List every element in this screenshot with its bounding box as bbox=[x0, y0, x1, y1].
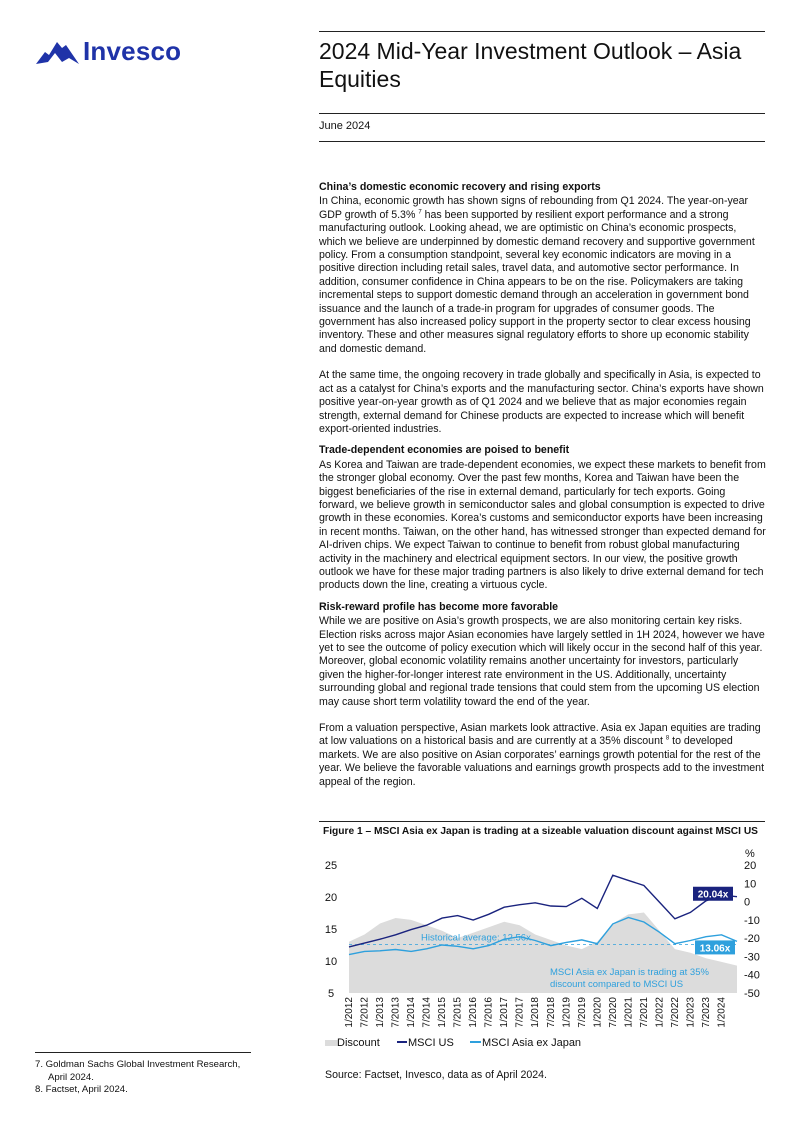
x-axis-tick-label: 7/2020 bbox=[607, 997, 619, 1028]
x-axis-tick-label: 1/2021 bbox=[623, 997, 635, 1028]
x-axis-tick-label: 7/2023 bbox=[700, 997, 712, 1028]
paragraph: At the same time, the ongoing recovery in trade globally and specifically in Asia, is expected to act as a catalyst for China’s exports and the manufacturing sector. China’s exports have shown positive year-on-year growth as of Q1 2024 and we believe that as major economies regain strength, external demand for Chinese products are expected to increase which will benefit export-oriented industries. bbox=[319, 369, 764, 435]
x-axis-tick-label: 1/2023 bbox=[685, 997, 697, 1028]
right-axis-tick-label: 20 bbox=[744, 860, 757, 872]
legend-discount-label: Discount bbox=[337, 1037, 380, 1049]
discount-annotation-line-1: MSCI Asia ex Japan is trading at 35% bbox=[550, 967, 709, 978]
x-axis-tick-label: 1/2013 bbox=[375, 997, 387, 1028]
x-axis-tick-label: 1/2014 bbox=[406, 997, 418, 1028]
section-heading: China’s domestic economic recovery and rising exports bbox=[319, 181, 601, 193]
x-axis-tick-label: 1/2012 bbox=[344, 997, 355, 1028]
right-axis-tick-label: 0 bbox=[744, 896, 751, 909]
x-axis-tick-label: 1/2022 bbox=[654, 997, 666, 1028]
historical-average-label: Historical average: 12.56x bbox=[421, 932, 531, 944]
discount-annotation-line-2: discount compared to MSCI US bbox=[550, 979, 684, 990]
right-axis-tick-label: -40 bbox=[744, 969, 760, 982]
x-axis-tick-label: 7/2012 bbox=[359, 997, 371, 1028]
left-axis-tick-label: 10 bbox=[324, 956, 338, 968]
paragraph: In China, economic growth has shown signs of rebounding from Q1 2024. The year-on-year GDP growth of 5.3% $^7$ has been supported by resilient export performance and a strong manufacturing outlook. Looking ahead, we are optimistic on China’s economic prospects, which we believe are underpinned by domestic demand recovery and supportive government policy. From a consumption standpoint, several key economic indicators are moving in a positive direction including retail sales, travel data, and automotive sector performance. In addition, consumer confidence in China appears to be on the rise. Policymakers are taking incremental steps to support domestic demand through an acceleration in government bond issuance and the launch of a trade-in program for upgrades of consumer goods. The government has also increased policy support in the property sector to clear excess housing inventory. These and other measures signal regulatory efforts to shore up economic stability and domestic demand. bbox=[319, 195, 755, 355]
header-bottom-rule bbox=[319, 141, 765, 142]
x-axis-tick-label: 7/2022 bbox=[669, 997, 681, 1028]
footnotes bbox=[35, 1059, 255, 1097]
section-heading: Risk-reward profile has become more favorable bbox=[319, 600, 559, 613]
x-axis-tick-label: 7/2016 bbox=[483, 997, 495, 1028]
paragraph: As Korea and Taiwan are trade-dependent economies, we expect these markets to benefit from the stronger global economy. Over the past few months, Korea and Taiwan have been the biggest beneficiaries of the rise in external demand, particularly for tech exports. Going forward, we believe growth in semiconductor sales and global consumption is expected to drive growth in these economies. Korea’s customs and semiconductor exports have been increasing in recent months. Taiwan, on the other hand, has witnessed stronger than expected demand for AI-driven chips. We expect Taiwan to continue to benefit from robust global manufacturing activity in the machinery and electrical equipment sectors. In our view, the positive growth outlook we have for these major trading partners is also likely to drive external demand for tech products down the line, creating a virtuous cycle. bbox=[319, 458, 766, 592]
x-axis-tick-label: 1/2018 bbox=[530, 997, 542, 1028]
x-axis-tick-label: 1/2015 bbox=[437, 997, 449, 1028]
right-axis-tick-label: -50 bbox=[744, 988, 760, 1000]
article-body bbox=[319, 181, 766, 802]
header-mid-rule bbox=[319, 113, 765, 114]
brand-name: Invesco bbox=[83, 36, 182, 66]
x-axis-tick-label: 1/2024 bbox=[716, 997, 728, 1028]
msci-us-end-label: 20.04x bbox=[697, 889, 729, 901]
right-axis-tick-label: -20 bbox=[744, 933, 760, 946]
publication-date: June 2024 bbox=[319, 120, 371, 132]
footnote-ref[interactable]: 7 bbox=[418, 209, 422, 216]
msci-asia-end-label: 13.06x bbox=[699, 943, 731, 955]
left-axis-tick-label: 25 bbox=[324, 860, 338, 872]
paragraph: From a valuation perspective, Asian markets look attractive. Asia ex Japan equities are trading at low valuations on a historical basis and are currently at a 35% discount $^8$ to developed markets. We are also positive on Asian corporates’ earnings growth potential for the rest of the year. We believe the favorable valuations and earnings growth prospects add to the investment appeal of the region. bbox=[319, 722, 765, 788]
mountain-logo-icon bbox=[35, 36, 81, 68]
right-axis-tick-label: -10 bbox=[744, 914, 760, 927]
paragraph: While we are positive on Asia’s growth prospects, we are also monitoring certain key risks. Election risks across major Asian economies have largely settled in 1H 2024, however we have yet to see the outcome of policy execution which will likely occur in the second half of this year. Moreover, global economic volatility remains another uncertainty for investors, particularly given the higher-for-longer interest rate environment in the US. Additionally, uncertainty surrounding global and regional trade tensions that could stem from the upcoming US election may cause short term volatility toward the end of the year. bbox=[319, 615, 765, 708]
figure-title: Figure 1 – MSCI Asia ex Japan is trading at a sizeable valuation discount against MSCI US bbox=[323, 826, 758, 837]
x-axis-tick-label: 1/2019 bbox=[561, 997, 573, 1028]
left-axis-tick-label: 15 bbox=[324, 924, 338, 936]
right-axis-tick-label: 10 bbox=[744, 878, 757, 891]
left-axis-tick-label: 20 bbox=[324, 892, 338, 904]
legend-msci-us-label: MSCI US bbox=[408, 1037, 454, 1049]
invesco-logo bbox=[35, 36, 205, 68]
figure-top-rule bbox=[319, 821, 765, 822]
page-title: 2024 Mid-Year Investment Outlook – Asia Equities bbox=[319, 38, 742, 92]
legend-msci-asia-label: MSCI Asia ex Japan bbox=[482, 1037, 582, 1049]
x-axis-tick-label: 7/2014 bbox=[421, 997, 433, 1028]
x-axis-tick-label: 1/2017 bbox=[499, 997, 511, 1028]
x-axis-tick-label: 1/2016 bbox=[468, 997, 480, 1028]
x-axis-tick-label: 7/2013 bbox=[390, 997, 402, 1028]
footnote-8: 8. Factset, April 2024. bbox=[35, 1084, 128, 1095]
footnote-rule bbox=[35, 1052, 251, 1053]
figure-source: Source: Factset, Invesco, data as of April 2024. bbox=[325, 1069, 548, 1081]
footnote-ref[interactable]: 8 bbox=[665, 735, 670, 742]
x-axis-tick-label: 7/2015 bbox=[452, 997, 464, 1028]
valuation-chart bbox=[319, 845, 789, 1057]
right-axis-tick-label: -30 bbox=[744, 951, 760, 964]
x-axis-tick-label: 1/2020 bbox=[592, 997, 604, 1028]
footnote-7: 7. Goldman Sachs Global Investment Research, April 2024. bbox=[35, 1059, 241, 1083]
header-top-rule bbox=[319, 31, 765, 32]
x-axis-tick-label: 7/2019 bbox=[576, 997, 588, 1028]
x-axis-tick-label: 7/2021 bbox=[638, 997, 650, 1028]
right-axis-unit: % bbox=[745, 848, 755, 860]
x-axis-tick-label: 7/2017 bbox=[514, 997, 526, 1028]
x-axis-tick-label: 7/2018 bbox=[545, 997, 557, 1028]
left-axis-tick-label: 5 bbox=[327, 988, 335, 1000]
section-heading: Trade-dependent economies are poised to benefit bbox=[319, 444, 570, 457]
